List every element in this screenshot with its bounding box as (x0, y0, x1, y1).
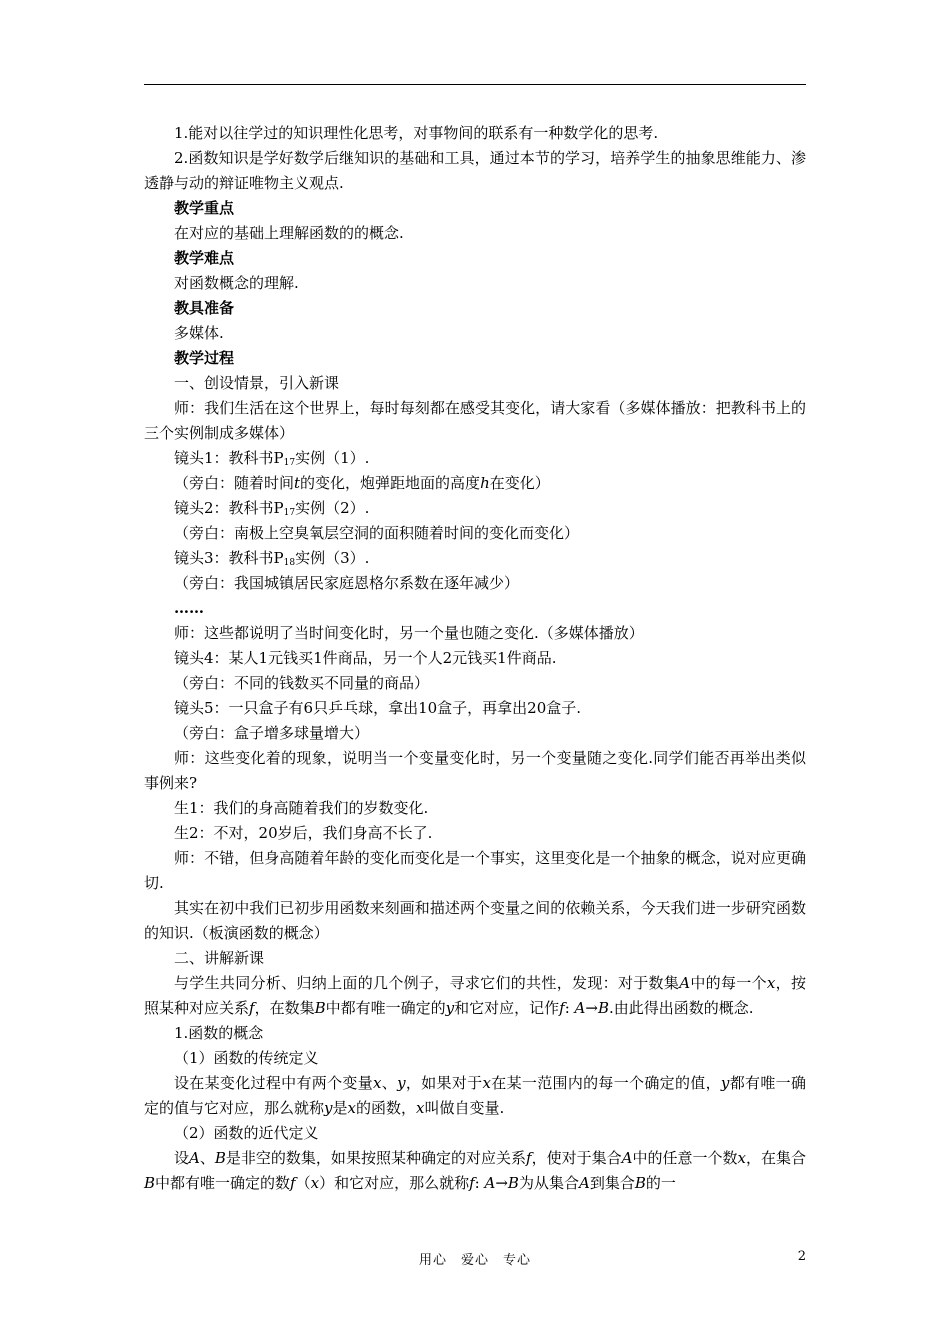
intro-paragraph: 其实在初中我们已初步用函数来刻画和描述两个变量之间的依赖关系，今天我们进一步研究函数的知识.（板演函数的概念） (144, 899, 806, 942)
teacher-line-3: 师：这些变化着的现象，说明当一个变量变化时，另一个变量随之变化.同学们能否再举出类似事例来? (144, 749, 806, 792)
ellipsis: …… (174, 599, 204, 617)
header-rule (144, 84, 806, 85)
student-line-2: 生2：不对，20岁后，我们身高不长了. (174, 824, 433, 842)
heading-difficulties: 教学难点 (174, 249, 235, 267)
traditional-definition-text: 设在某变化过程中有两个变量x、y，如果对于x在某一范围内的每一个确定的值，y都有唯一确定的值与它对应，那么就称y是x的函数，x叫做自变量. (144, 1074, 806, 1117)
aside-4: （旁白：不同的钱数买不同量的商品） (174, 674, 430, 692)
shot-5: 镜头5：一只盒子有6只乒乓球，拿出10盒子，再拿出20盒子. (174, 699, 582, 717)
teacher-line-2: 师：这些都说明了当时间变化时，另一个量也随之变化.（多媒体播放） (174, 624, 644, 642)
student-line-1: 生1：我们的身高随着我们的岁数变化. (174, 799, 429, 817)
aside-3: （旁白：我国城镇居民家庭恩格尔系数在逐年减少） (174, 574, 520, 592)
modern-definition-title: （2）函数的近代定义 (174, 1124, 319, 1142)
shot-3: 镜头3：教科书$P_{18}$实例（3）. (174, 549, 370, 568)
section-1-title: 一、创设情景，引入新课 (174, 374, 340, 392)
shot-4: 镜头4：某人1元钱买1件商品，另一个人2元钱买1件商品. (174, 649, 557, 667)
modern-definition-text: 设A、B是非空的数集，如果按照某种确定的对应关系f，使对于集合A中的任意一个数x，在集合B中都有唯一确定的数f（x）和它对应，那么就称f: A→B为从集合A到集合B的一 (144, 1149, 806, 1192)
heading-key-points: 教学重点 (174, 199, 235, 217)
subsection-1-title: 1.函数的概念 (174, 1024, 264, 1042)
new-lesson-paragraph: 与学生共同分析、归纳上面的几个例子，寻求它们的共性，发现：对于数集A中的每一个x，按照某种对应关系f，在数集B中都有唯一确定的y和它对应，记作f: A→B.由此得出函数的概念. (144, 974, 806, 1017)
aside-2: （旁白：南极上空臭氧层空洞的面积随着时间的变化而变化） (174, 524, 580, 542)
shot-1: 镜头1：教科书$P_{17}$实例（1）. (174, 449, 370, 468)
key-points-text: 在对应的基础上理解函数的的概念. (174, 224, 404, 242)
heading-process: 教学过程 (174, 349, 235, 367)
objective-2: 2.函数知识是学好数学后继知识的基础和工具，通过本节的学习，培养学生的抽象思维能力、渗透静与动的辩证唯物主义观点. (144, 149, 806, 192)
difficulties-text: 对函数概念的理解. (174, 274, 299, 292)
teacher-line-4: 师：不错，但身高随着年龄的变化而变化是一个事实，这里变化是一个抽象的概念，说对应更确切. (144, 849, 806, 892)
objective-1: 1.能对以往学过的知识理性化思考，对事物间的联系有一种数学化的思考. (174, 124, 659, 142)
aside-5: （旁白：盒子增多球量增大） (174, 724, 370, 742)
footer-motto: 用心 爱心 专心 (418, 1253, 531, 1268)
document-body (144, 121, 806, 1196)
teacher-line-1: 师：我们生活在这个世界上，每时每刻都在感受其变化，请大家看（多媒体播放：把教科书上的三个实例制成多媒体） (144, 399, 806, 442)
page-number: 2 (797, 1249, 806, 1264)
heading-tools: 教具准备 (174, 299, 235, 317)
section-2-title: 二、讲解新课 (174, 949, 265, 967)
traditional-definition-title: （1）函数的传统定义 (174, 1049, 319, 1067)
aside-1: （旁白：随着时间t的变化，炮弹距地面的高度h在变化） (174, 474, 550, 492)
shot-2: 镜头2：教科书$P_{17}$实例（2）. (174, 499, 370, 518)
tools-text: 多媒体. (174, 324, 224, 342)
